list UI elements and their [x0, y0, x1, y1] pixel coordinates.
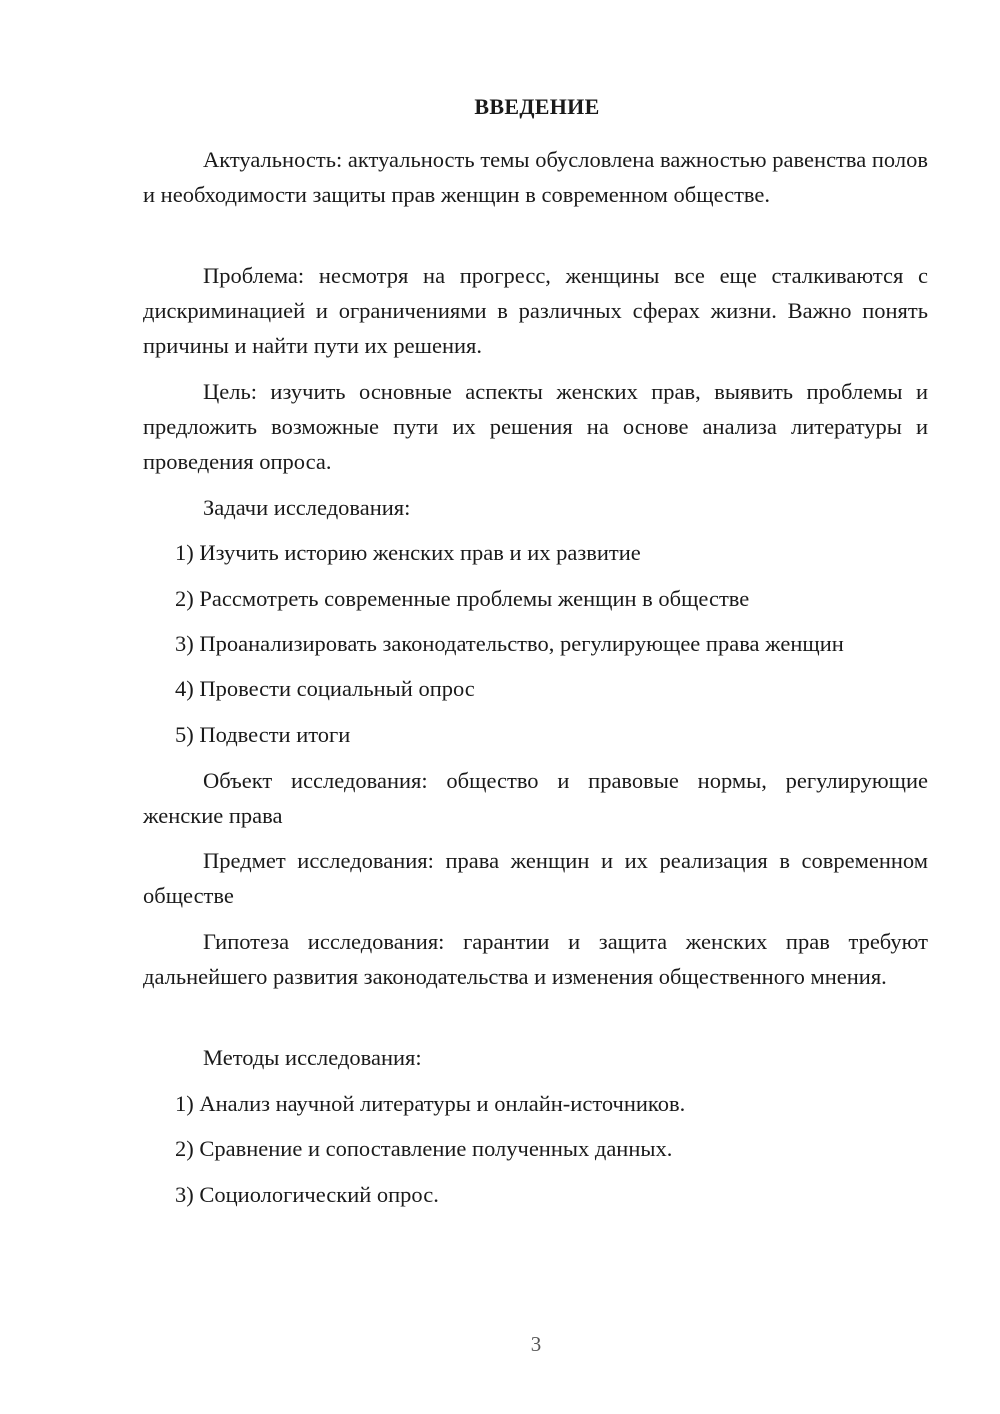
method-item: 1) Анализ научной литературы и онлайн-источников.: [175, 1091, 686, 1116]
methods-title-paragraph: [143, 1040, 928, 1075]
page-number: 3: [530, 1332, 542, 1356]
subject-text: Предмет исследования: права женщин и их реализация в современном обществе: [143, 848, 928, 908]
relevance-paragraph: [143, 142, 928, 212]
tasks-title-paragraph: [143, 490, 928, 525]
object-text: Объект исследования: общество и правовые нормы, регулирующие женские права: [143, 768, 928, 828]
goal-text: Цель: изучить основные аспекты женских прав, выявить проблемы и предложить возможные пути их решения на основе анализа литературы и проведения опроса.: [143, 379, 928, 474]
method-item: 2) Сравнение и сопоставление полученных данных.: [175, 1136, 673, 1161]
object-paragraph: [143, 763, 928, 833]
task-item: 3) Проанализировать законодательство, регулирующее права женщин: [175, 631, 844, 656]
task-item: 4) Провести социальный опрос: [175, 676, 475, 701]
goal-paragraph: [143, 374, 928, 479]
relevance-text: Актуальность: актуальность темы обусловлена важностью равенства полов и необходимости защиты прав женщин в современном обществе.: [143, 147, 928, 207]
subject-paragraph: [143, 843, 928, 913]
task-item: 1) Изучить историю женских прав и их развитие: [175, 540, 641, 565]
tasks-title: Задачи исследования:: [203, 495, 411, 520]
method-item: 3) Социологический опрос.: [175, 1182, 439, 1207]
methods-title: Методы исследования:: [203, 1045, 422, 1070]
section-heading: ВВЕДЕНИЕ: [474, 94, 600, 119]
hypothesis-text: Гипотеза исследования: гарантии и защита женских прав требуют дальнейшего развития законодательства и изменения общественного мнения.: [143, 929, 928, 989]
problem-text: Проблема: несмотря на прогресс, женщины все еще сталкиваются с дискриминацией и ограничениями в различных сферах жизни. Важно понять причины и найти пути их решения.: [143, 263, 928, 358]
hypothesis-paragraph: [143, 924, 928, 994]
task-item: 2) Рассмотреть современные проблемы женщин в обществе: [175, 586, 750, 611]
task-item: 5) Подвести итоги: [175, 722, 351, 747]
problem-paragraph: [143, 258, 928, 363]
